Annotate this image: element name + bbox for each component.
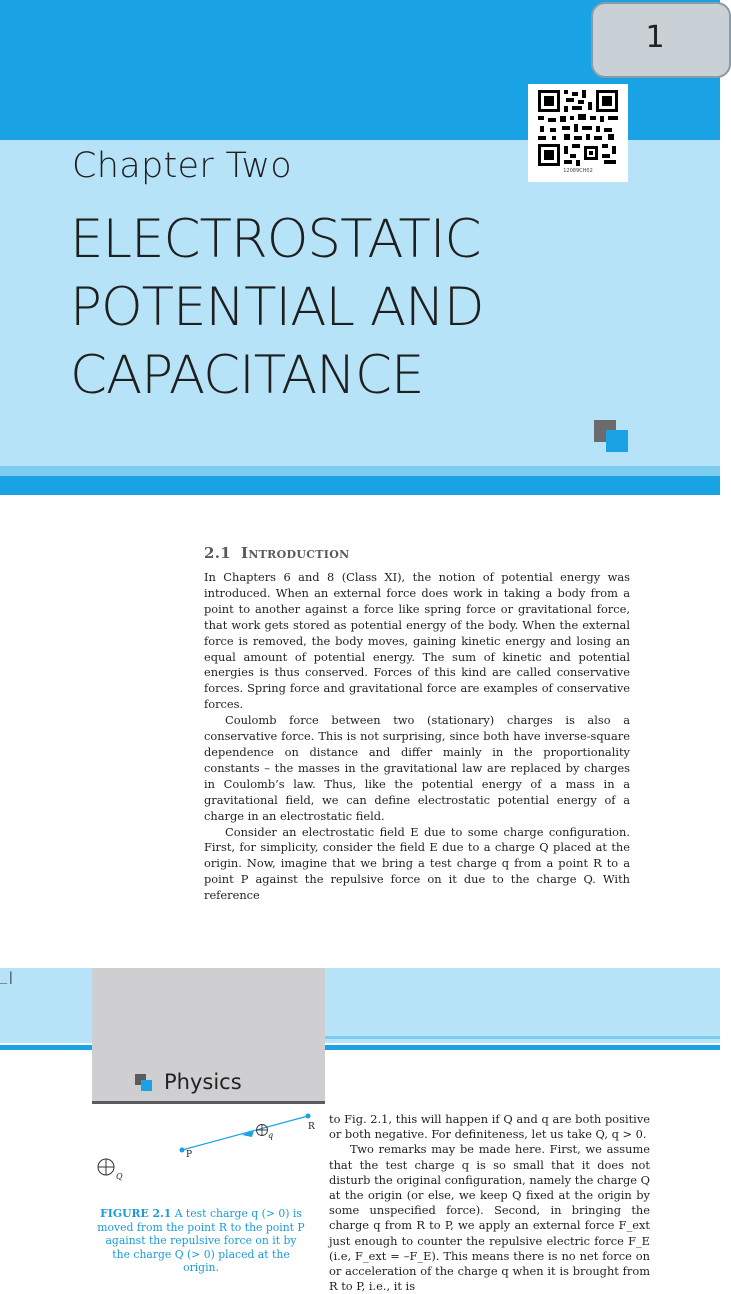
page-number: 1 [645,20,665,55]
figure-diagram [92,1110,324,1205]
physics-icon [135,1074,153,1092]
source-charge-icon [98,1159,114,1175]
chapter-title [70,206,590,410]
test-charge-icon [257,1125,268,1136]
point-r-label: R [308,1122,315,1132]
qr-code[interactable] [528,84,628,182]
point-p-dot [180,1148,185,1153]
path-line [182,1116,308,1150]
chapter-title-line: POTENTIAL AND [70,277,484,338]
figure-caption-text: A test charge q (> 0) is moved from the point R to the point P against the repulsive force on it by the charge Q (> 0) placed at the origin. [97,1207,305,1274]
source-charge-label: Q [116,1172,123,1181]
paragraph: Two remarks may be made here. First, we assume that the test charge q is so small that it does not disturb the original configuration, namely the charge Q at the origin (or else, we keep Q fixed at the origin by some unspecified force). Second, in bringing the charge q from R to P, we apply an external force F_ext just enough to counter the repulsive electric force F_E (i.e, F_ext = –F_E). This means there is no net force on or acceleration of the charge q when it is brought from R to P, i.e., it is [329,1142,650,1294]
qr-code-icon [538,90,618,166]
figure-2-1 [92,1110,324,1205]
paragraph: In Chapters 6 and 8 (Class XI), the notion of potential energy was introduced. When an external force does work in taking a body from a point to another against a force like spring force or gravitational force, that work gets stored as potential energy of the body. When the external force is removed, the body moves, gaining kinetic energy and losing an equal amount of potential energy. The sum of kinetic and potential energies is thus conserved. Forces of this kind are called conservative forces. Spring force and gravitational force are examples of conservative forces. [204,570,630,712]
section-title: Introduction [241,544,350,562]
figure-label: FIGURE 2.1 [100,1207,172,1220]
section-number: 2.1 [204,544,231,562]
chapter-title-line: CAPACITANCE [70,345,424,406]
chapter-title-line: ELECTROSTATIC [70,209,481,270]
figure-caption [96,1207,306,1275]
section-body [204,570,630,904]
header-stripe-dark [0,476,720,495]
crop-mark: _| [0,970,15,984]
test-charge-label: q [268,1131,274,1140]
running-header-rule [92,1101,325,1104]
point-p-label: P [186,1150,193,1160]
paragraph: to Fig. 2.1, this will happen if Q and q are both positive or both negative. For definiteness, let us take Q, q > 0. [329,1112,650,1142]
qr-code-id: 12089CH02 [563,168,593,174]
running-header-label: Physics [164,1070,242,1094]
running-header-stripe-light [325,1036,720,1039]
paragraph: Consider an electrostatic field E due to some charge configuration. First, for simplicity, consider the field E due to a charge Q placed at the origin. Now, imagine that we bring a test charge q from a point R to a point P against the repulsive force on it due to the charge Q. With reference [204,824,630,903]
continuation-text [329,1112,650,1294]
header-stripe-light [0,466,720,476]
section-heading [204,544,349,562]
chapter-number: Chapter Two [72,146,292,186]
paragraph: Coulomb force between two (stationary) charges is also a conservative force. This is not surprising, since both have inverse-square dependence on distance and differ mainly in the proportionality constants – the masses in the gravitational law are replaced by charges in Coulomb’s law. Thus, like the potential energy of a mass in a gravitational field, we can define electrostatic potential energy of a charge in an electrostatic field. [204,713,630,823]
decorative-squares-icon [594,420,630,456]
point-r-dot [306,1114,311,1119]
